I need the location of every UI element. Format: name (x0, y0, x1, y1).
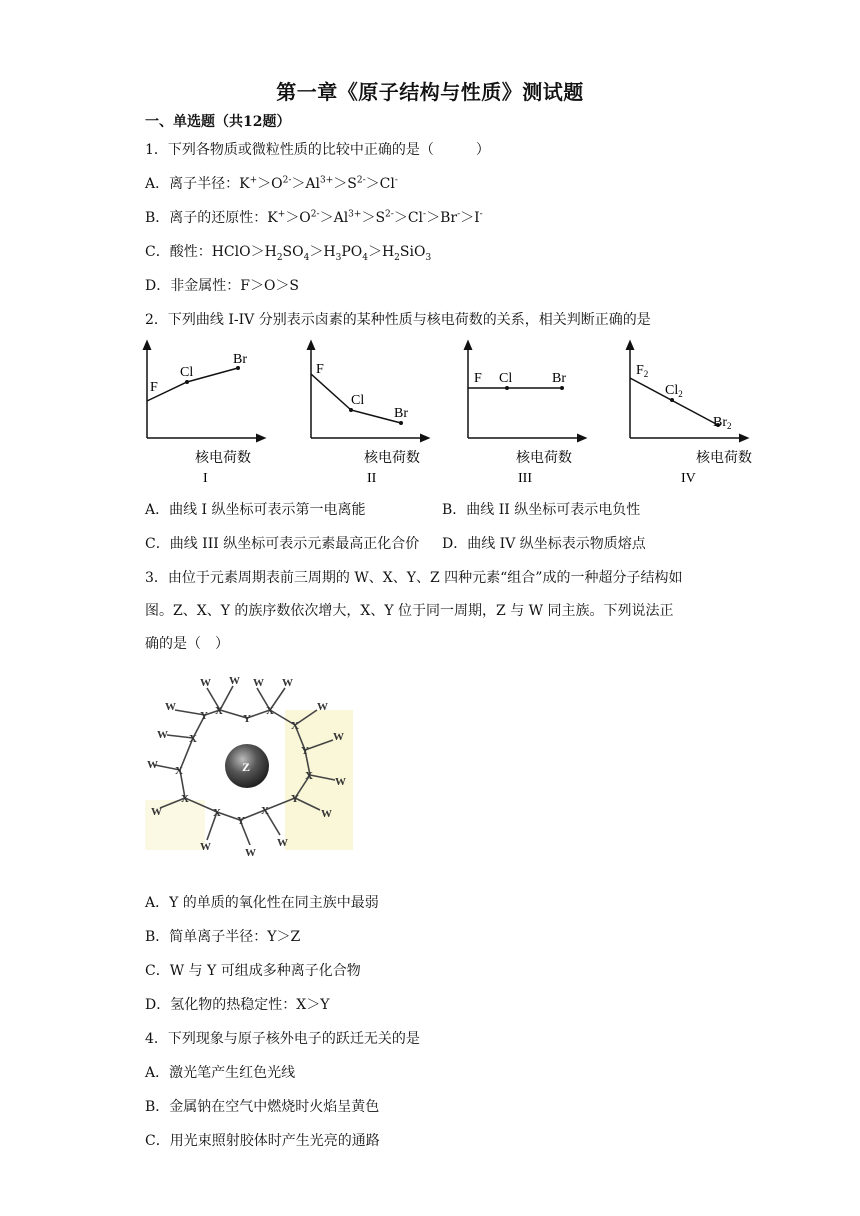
q1-option-c-formula: $HClO>H_2SO_4>H_3PO_4>H_2SiO_3$ (211, 244, 432, 263)
structure-y-label: Y (243, 713, 251, 725)
supramolecule-structure-image (145, 670, 355, 870)
structure-y-label: Y (301, 745, 309, 757)
structure-y-label: Y (237, 815, 245, 827)
structure-x-label: X (215, 705, 223, 717)
graph-4-roman: IV (681, 471, 696, 486)
q1-option-c (145, 242, 431, 262)
graph-2 (311, 344, 426, 486)
structure-w-label: W (200, 841, 211, 853)
q3-stem-line-2: 图。Z、X、Y 的族序数依次增大，X、Y 位于同一周期，Z 与 W 同主族。下列说法正 (145, 603, 674, 619)
graph-3-roman: III (518, 471, 532, 486)
q1-option-d: D．非金属性：F＞O＞S (145, 278, 300, 294)
structure-x-label: X (175, 765, 183, 777)
q4-option-c: C．用光束照射胶体时产生光亮的通路 (145, 1133, 380, 1149)
q2-option-d: D．曲线 IV 纵坐标表示物质熔点 (442, 536, 646, 552)
structure-x-label: X (305, 770, 313, 782)
graph-3-xlabel: 核电荷数 (516, 450, 572, 466)
graph-1-label-f: F (150, 380, 158, 395)
q1-option-a-prefix: A．离子半径： (145, 176, 240, 192)
structure-x-label: X (266, 705, 274, 717)
graph-1-label-br: Br (233, 352, 247, 367)
q1-option-b (145, 208, 483, 228)
structure-w-label: W (200, 677, 211, 689)
q1-option-c-prefix: C．酸性： (145, 244, 212, 260)
graph-1-xlabel: 核电荷数 (195, 450, 251, 466)
q3-option-d: D．氢化物的热稳定性：X＞Y (145, 997, 330, 1013)
graph-1-label-cl: Cl (180, 365, 194, 380)
graph-4-label-cl2: $Cl_2$ (665, 383, 683, 399)
structure-w-label: W (317, 701, 328, 713)
q4-stem: 4．下列现象与原子核外电子的跃迁无关的是 (145, 1031, 420, 1047)
q1-option-a (145, 174, 398, 194)
structure-w-label: W (229, 675, 240, 687)
page-title: 第一章《原子结构与性质》测试题 (276, 80, 584, 104)
q3-option-c: C．W 与 Y 可组成多种离子化合物 (145, 963, 361, 979)
graph-2-label-cl: Cl (351, 393, 365, 408)
q1-option-a-formula: $K^+>O^{2-}>Al^{3+}>S^{2-}>Cl^-$ (239, 175, 398, 192)
structure-z-label: Z (242, 760, 251, 774)
q3-stem-line-1: 3．由位于元素周期表前三周期的 W、X、Y、Z 四种元素“组合”成的一种超分子结构如 (145, 570, 683, 586)
structure-y-label: Y (200, 710, 208, 722)
structure-w-label: W (253, 677, 264, 689)
structure-x-label: X (291, 720, 299, 732)
graph-3-label-br: Br (552, 371, 566, 386)
structure-w-label: W (165, 701, 176, 713)
section-heading: 一、单选题（共12题） (145, 114, 291, 130)
structure-w-label: W (245, 847, 256, 859)
q3-option-a: A．Y 的单质的氧化性在同主族中最弱 (145, 895, 379, 911)
graph-4-label-f2: $F_2$ (636, 363, 649, 379)
q2-option-a: A．曲线 I 纵坐标可表示第一电离能 (145, 502, 366, 518)
q1-stem: 1．下列各物质或微粒性质的比较中正确的是（ ） (145, 142, 490, 158)
graph-3-label-cl: Cl (499, 371, 513, 386)
q2-stem: 2．下列曲线 I-IV 分别表示卤素的某种性质与核电荷数的关系，相关判断正确的是 (145, 312, 651, 328)
structure-w-label: W (277, 837, 288, 849)
graph-4-label-br2: $Br_2$ (713, 415, 732, 431)
structure-w-label: W (333, 731, 344, 743)
q2-option-c: C．曲线 III 纵坐标可表示元素最高正化合价 (145, 536, 420, 552)
graph-2-roman: II (367, 471, 377, 486)
structure-y-label: Y (291, 793, 299, 805)
structure-x-label: X (261, 805, 269, 817)
structure-x-label: X (181, 793, 189, 805)
graph-1 (147, 344, 262, 486)
structure-w-label: W (282, 677, 293, 689)
structure-w-label: W (147, 759, 158, 771)
graph-3 (468, 344, 583, 486)
graph-1-roman: I (203, 471, 208, 486)
graph-2-label-f: F (316, 362, 324, 377)
structure-x-label: X (189, 733, 197, 745)
structure-w-label: W (157, 729, 168, 741)
q4-option-a: A．激光笔产生红色光线 (145, 1065, 296, 1081)
graph-2-xlabel: 核电荷数 (364, 450, 420, 466)
structure-w-label: W (151, 806, 162, 818)
graph-4-xlabel: 核电荷数 (696, 450, 752, 466)
structure-w-label: W (321, 808, 332, 820)
graph-2-label-br: Br (394, 406, 408, 421)
q3-option-b: B．简单离子半径：Y＞Z (145, 929, 301, 945)
graph-4 (630, 344, 752, 486)
graph-3-label-f: F (474, 371, 482, 386)
q1-option-b-formula: $K^+>O^{2-}>Al^{3+}>S^{2-}>Cl^->Br^->I^-$ (267, 209, 483, 226)
q3-stem-line-3: 确的是（ ） (145, 636, 229, 652)
q2-graphs (0, 338, 860, 488)
q2-option-b: B．曲线 II 纵坐标可表示电负性 (442, 502, 641, 518)
q4-option-b: B．金属钠在空气中燃烧时火焰呈黄色 (145, 1099, 380, 1115)
q1-option-b-prefix: B．离子的还原性： (145, 210, 268, 226)
structure-w-label: W (335, 776, 346, 788)
structure-x-label: X (213, 807, 221, 819)
